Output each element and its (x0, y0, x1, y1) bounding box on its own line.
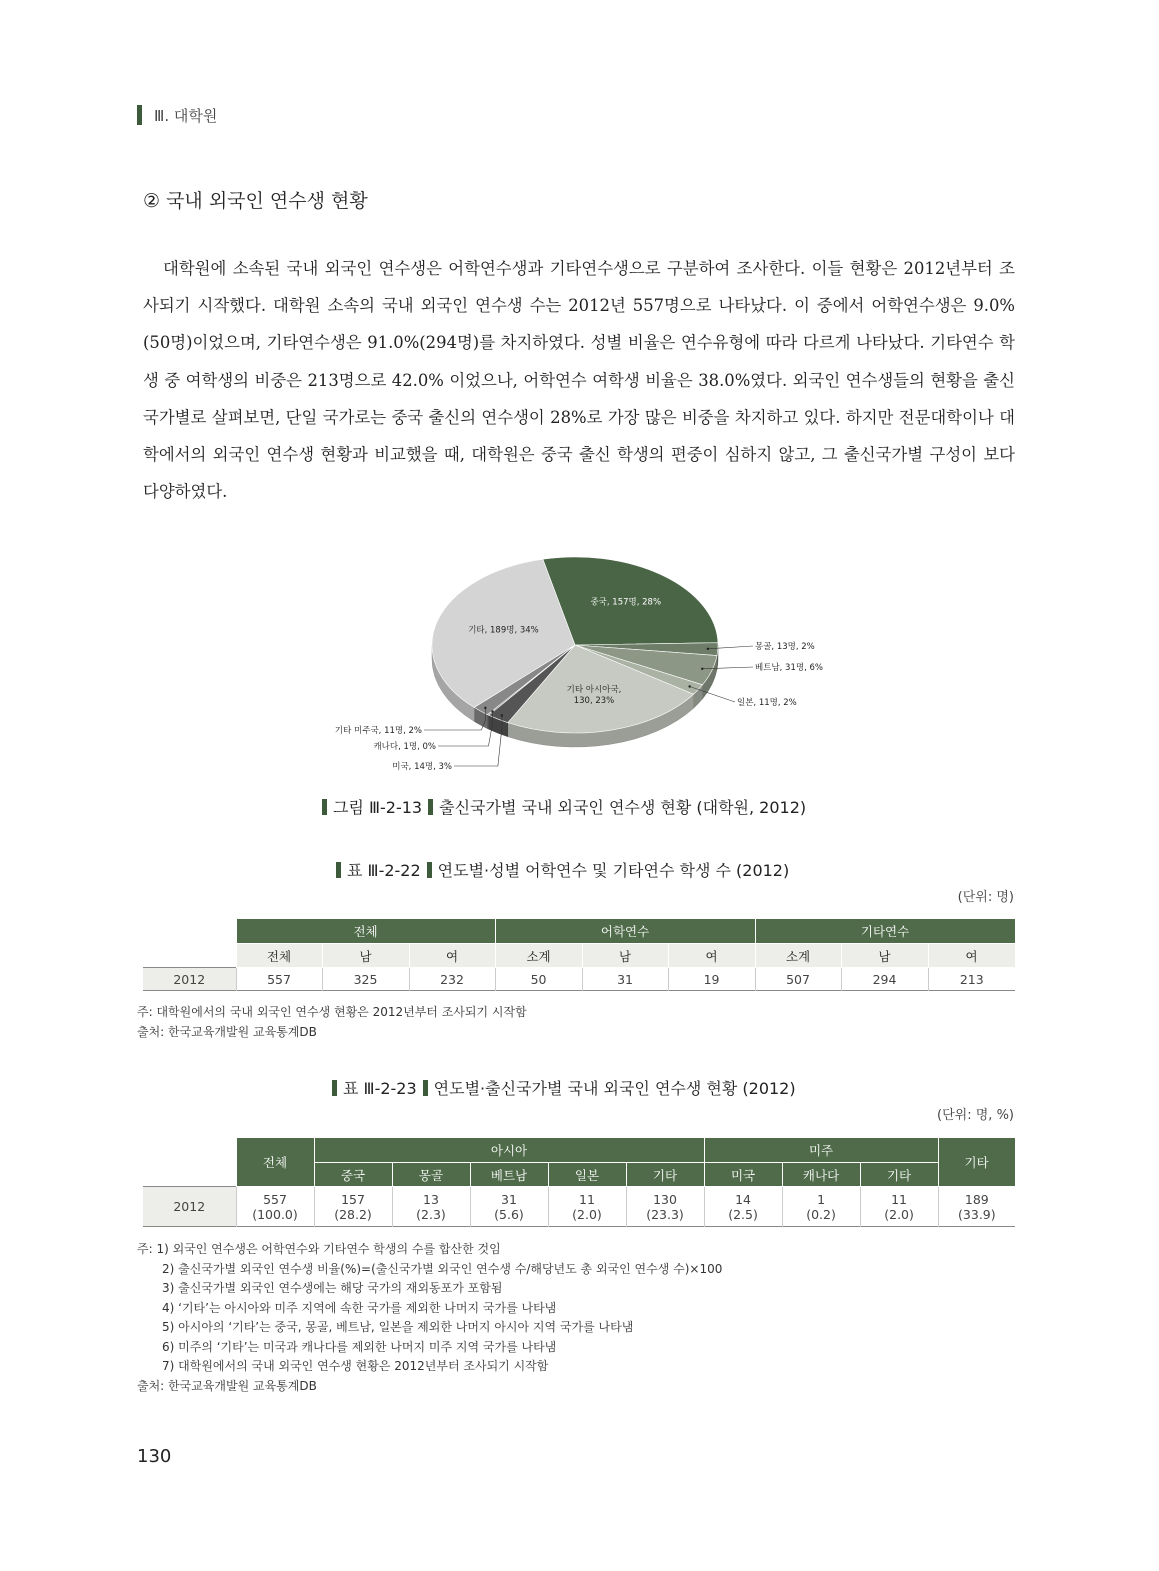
table2-subheader: 기타 (626, 1163, 704, 1187)
table1 (143, 918, 1016, 991)
table2-pct: (100.0) (252, 1206, 298, 1222)
pie-label-몽골: 몽골, 13명, 2% (755, 642, 815, 652)
table2-note: 5) 아시아의 ‘기타’는 중국, 몽골, 베트남, 일본을 제외한 나머지 아시아 지역 국가를 나타냄 (162, 1320, 634, 1334)
table2-cell (392, 1187, 470, 1227)
table1-subheader: 남 (582, 944, 668, 968)
table2-count: 557 (263, 1191, 287, 1207)
table2-note: 4) ‘기타’는 아시아와 미주 지역에 속한 국가를 제외한 나머지 국가를 나타냄 (162, 1300, 557, 1315)
table2-year: 2012 (143, 1187, 236, 1227)
figure-caption (316, 795, 806, 818)
table2-note: 2) 출신국가별 외국인 연수생 비율(%)=(출신국가별 외국인 연수생 수/해당년도 총 외국인 연수생 수)×100 (162, 1261, 723, 1276)
table2-count: 1 (817, 1191, 826, 1207)
table2-pct: (33.9) (958, 1206, 996, 1222)
running-header (137, 104, 217, 126)
table1-subheader: 여 (409, 944, 495, 968)
figure-label: 그림 Ⅲ-2-13 (333, 798, 423, 817)
table2-count: 14 (735, 1191, 751, 1207)
table2-cell (548, 1187, 626, 1227)
table2-notes (137, 1240, 722, 1396)
table1-group-header-row (143, 919, 1015, 944)
caption-marker (336, 862, 341, 878)
table2-caption (326, 1076, 796, 1099)
table1-cell: 50 (495, 968, 582, 991)
pie-label-기타 아시아국: 130, 23% (573, 695, 615, 706)
table1-cell: 232 (409, 968, 495, 991)
leader-dot-캐나다 (491, 710, 493, 712)
table2-subheader: 몽골 (392, 1163, 470, 1187)
table1-unit: (단위: 명) (957, 890, 1014, 905)
pie-label-베트남: 베트남, 31명, 6% (755, 663, 823, 673)
table1-sub-header-row (143, 944, 1015, 968)
table1-caption (330, 858, 789, 881)
table1-notes (137, 1003, 527, 1042)
pie-label-기타 미주국: 기타 미주국, 11명, 2% (334, 726, 422, 736)
table1-label: 표 Ⅲ-2-22 (347, 861, 421, 880)
table1-subheader: 남 (322, 944, 409, 968)
table1-source: 출처: 한국교육개발원 교육통계DB (137, 1024, 317, 1039)
table1-cell: 213 (928, 968, 1015, 991)
table2-cell (938, 1187, 1015, 1227)
pie-top (432, 557, 718, 733)
table1-subheader: 여 (928, 944, 1015, 968)
table2-note: 3) 출신국가별 외국인 연수생에는 해당 국가의 재외동포가 포함됨 (162, 1281, 503, 1295)
table2-head-other: 기타 (938, 1138, 1015, 1187)
table2-title: 연도별·출신국가별 국내 외국인 연수생 현황 (2012) (433, 1079, 796, 1098)
table2-pct: (5.6) (494, 1206, 524, 1222)
table2-count: 157 (341, 1191, 365, 1207)
table1-corner (143, 944, 236, 968)
table2-cell (782, 1187, 860, 1227)
table2-pct: (28.2) (334, 1206, 372, 1222)
table1-subheader: 여 (668, 944, 755, 968)
table1-cell: 19 (668, 968, 755, 991)
table2-source: 출처: 한국교육개발원 교육통계DB (137, 1378, 317, 1393)
caption-marker (427, 862, 432, 878)
table2-head-total: 전체 (236, 1138, 314, 1187)
leader-dot-몽골 (707, 648, 709, 650)
table1-subheader: 전체 (236, 944, 322, 968)
table2-cell (314, 1187, 392, 1227)
table2-count: 130 (653, 1191, 677, 1207)
table2-cell (860, 1187, 938, 1227)
table2-cell (704, 1187, 782, 1227)
table2-pct: (2.0) (884, 1206, 914, 1222)
leader-dot-기타 미주국 (484, 707, 486, 709)
subheading: ② 국내 외국인 연수생 현황 (143, 190, 368, 212)
table2-subheader: 중국 (314, 1163, 392, 1187)
table2-subheader: 일본 (548, 1163, 626, 1187)
table2-head-asia: 아시아 (314, 1138, 704, 1163)
body-paragraph (143, 250, 1015, 510)
figure-title: 출신국가별 국내 외국인 연수생 현황 (대학원, 2012) (439, 798, 807, 817)
header-bar (137, 105, 142, 125)
table2-subheader: 캐나다 (782, 1163, 860, 1187)
pie-label-기타 아시아국: 기타 아시아국, (566, 684, 622, 695)
table2-pct: (2.3) (416, 1206, 446, 1222)
table2-cell (470, 1187, 548, 1227)
pie-label-일본: 일본, 11명, 2% (737, 698, 797, 708)
pie-label-중국: 중국, 157명, 28% (590, 597, 662, 608)
table2-subheader: 기타 (860, 1163, 938, 1187)
table2-note: 7) 대학원에서의 국내 외국인 연수생 현황은 2012년부터 조사되기 시작함 (162, 1359, 549, 1373)
table2-count: 11 (891, 1191, 908, 1207)
table1-group-other: 기타연수 (755, 919, 1015, 944)
caption-marker (322, 799, 327, 815)
table2-note: 주: 1) 외국인 연수생은 어학연수와 기타연수 학생의 수를 합산한 것임 (137, 1242, 501, 1256)
table2-count: 189 (964, 1191, 989, 1207)
table2-pct: (2.5) (728, 1206, 758, 1222)
table2-unit: (단위: 명, %) (937, 1108, 1014, 1123)
table2-group-header-row (143, 1138, 1015, 1163)
caption-marker (332, 1080, 337, 1096)
table2-head-america: 미주 (704, 1138, 938, 1163)
pie-label-캐나다: 캐나다, 1명, 0% (373, 742, 436, 752)
table1-cell: 294 (841, 968, 928, 991)
leader-dot-미국 (501, 714, 503, 716)
table1-group-total: 전체 (236, 919, 495, 944)
table-row (143, 1187, 1015, 1227)
table2-note: 6) 미주의 ‘기타’는 미국과 캐나다를 제외한 나머지 미주 지역 국가를 나타냄 (162, 1339, 557, 1354)
table1-cell: 507 (755, 968, 841, 991)
table2-corner (143, 1138, 236, 1187)
table1-year: 2012 (143, 968, 236, 991)
leader-dot-일본 (688, 685, 690, 687)
table2-cell (626, 1187, 704, 1227)
table2-count: 11 (579, 1191, 595, 1207)
table1-title: 연도별·성별 어학연수 및 기타연수 학생 수 (2012) (437, 861, 790, 880)
table1-cell: 557 (236, 968, 322, 991)
table1-corner (143, 919, 236, 944)
table2-pct: (2.0) (572, 1206, 602, 1222)
table1-subheader: 소계 (755, 944, 841, 968)
leader-dot-베트남 (701, 668, 703, 670)
caption-marker (428, 799, 433, 815)
table2-cell (236, 1187, 314, 1227)
pie-chart (330, 548, 830, 778)
caption-marker (423, 1080, 428, 1096)
table1-cell: 325 (322, 968, 409, 991)
table2-pct: (0.2) (806, 1206, 836, 1222)
pie-label-미국: 미국, 14명, 3% (392, 762, 452, 772)
table2-label: 표 Ⅲ-2-23 (343, 1079, 417, 1098)
page-number: 130 (137, 1446, 172, 1467)
table2-count: 13 (423, 1191, 439, 1207)
table1-cell: 31 (582, 968, 668, 991)
table2-pct: (23.3) (646, 1206, 684, 1222)
table1-note: 주: 대학원에서의 국내 외국인 연수생 현황은 2012년부터 조사되기 시작함 (137, 1005, 527, 1019)
table1-subheader: 소계 (495, 944, 582, 968)
pie-label-기타: 기타, 189명, 34% (468, 625, 539, 636)
section-title: Ⅲ. 대학원 (154, 106, 218, 125)
table1-subheader: 남 (841, 944, 928, 968)
table2-subheader: 베트남 (470, 1163, 548, 1187)
table2-count: 31 (501, 1191, 517, 1207)
table2 (143, 1137, 1016, 1227)
table-row (143, 968, 1015, 991)
table1-group-language: 어학연수 (495, 919, 755, 944)
paragraph-text: 대학원에 소속된 국내 외국인 연수생은 어학연수생과 기타연수생으로 구분하여 조사한다. 이들 현황은 2012년부터 조사되기 시작했다. 대학원 소속의 국내 외국인 연수생 수는 2012년 557명으로 나타났다. 이 중에서 어학연수생은 9.0%(50명)이었으며, 기타연수생은 91.0%(294명)를 차지하였다. 성별 비율은 연수유형에 따라 다르게 나타났다. 기타연수 학생 중 여학생의 비중은 213명으로 42.0% 이었으나, 어학연수 여학생 비율은 38.0%였다. 외국인 연수생들의 현황을 출신국가별로 살펴보면, 단일 국가로는 중국 출신의 연수생이 28%로 가장 많은 비중을 차지하고 있다. 하지만 전문대학이나 대학에서의 외국인 연수생 현황과 비교했을 때, 대학원은 중국 출신 학생의 편중이 심하지 않고, 그 출신국가별 구성이 보다 다양하였다. (143, 259, 1015, 502)
table2-subheader: 미국 (704, 1163, 782, 1187)
